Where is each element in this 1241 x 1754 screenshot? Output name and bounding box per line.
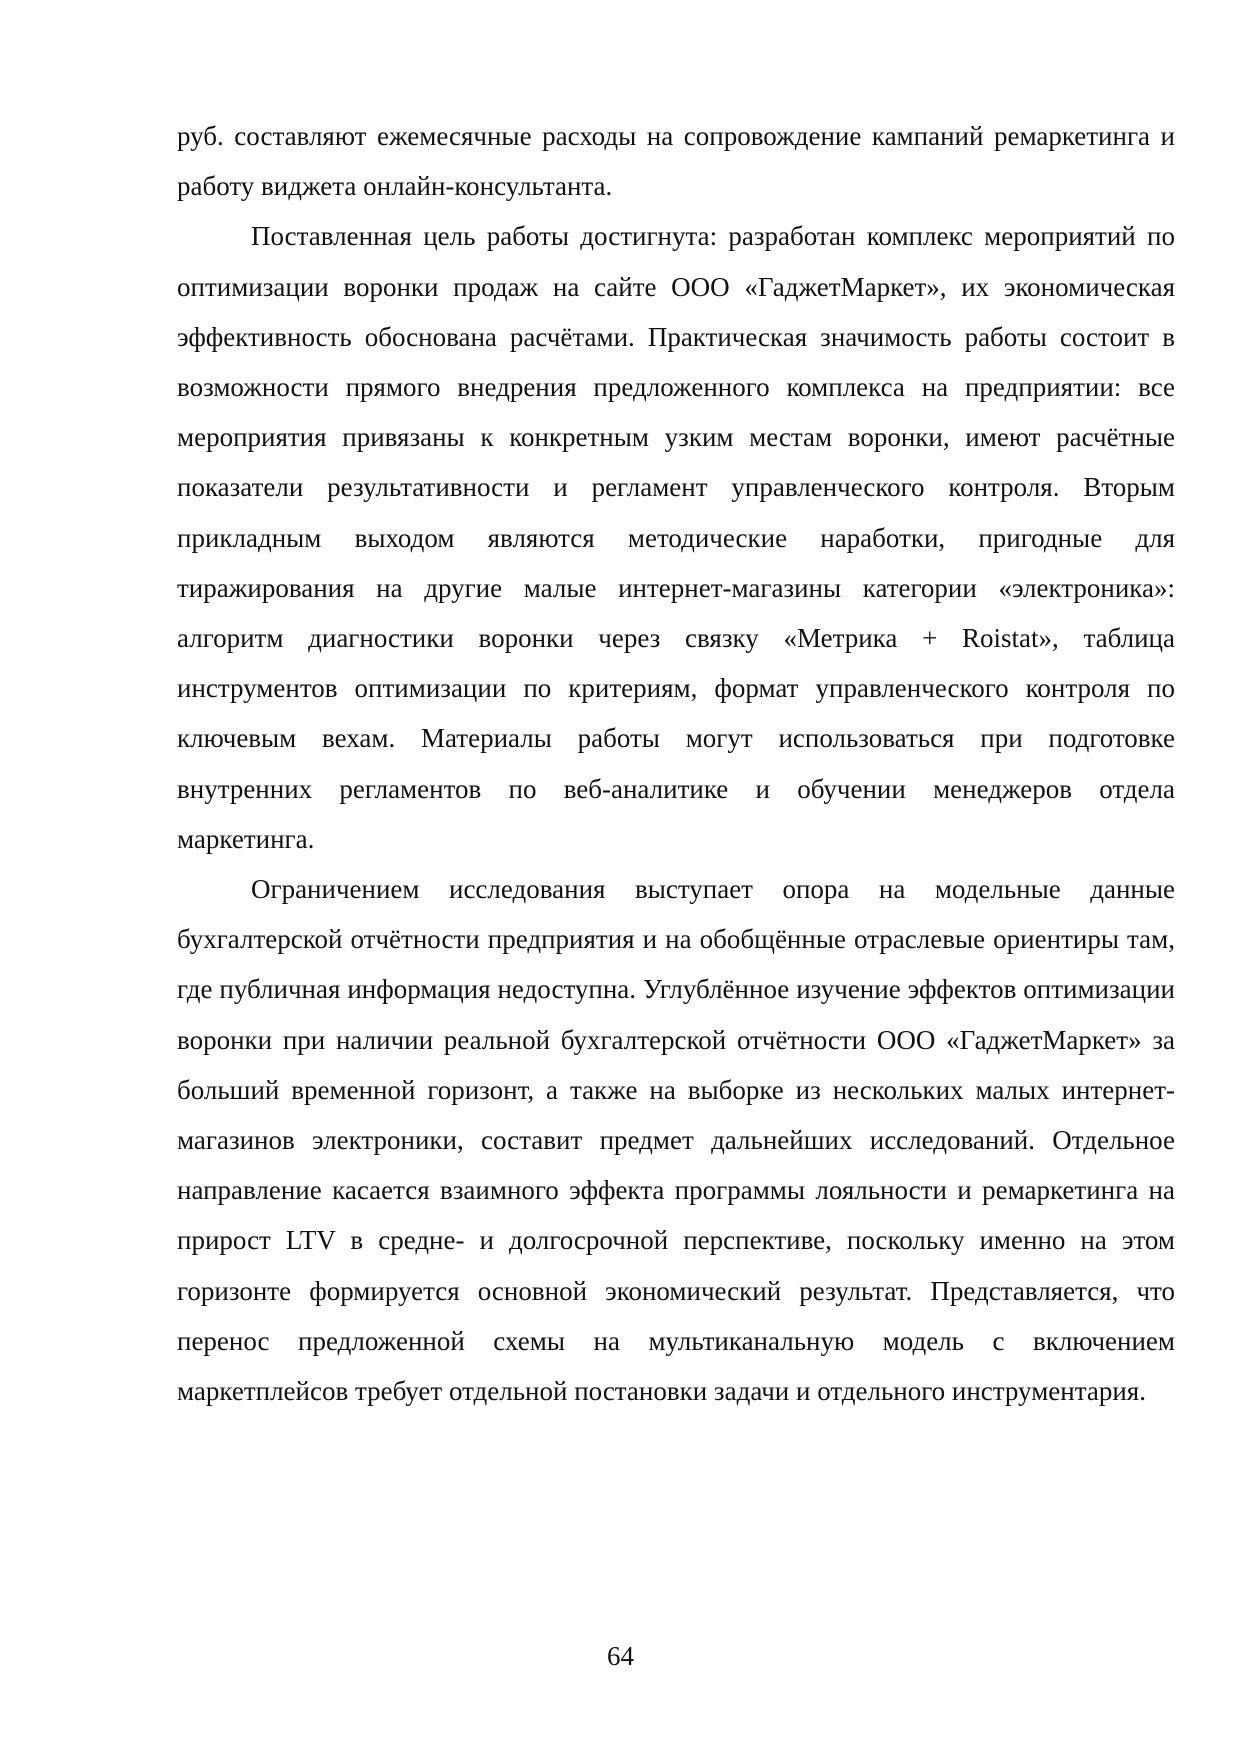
paragraph-limitations: Ограничением исследования выступает опора на модельные данные бухгалтерской отчётности предприятия и на обобщённые отраслевые ориентиры там, где публичная информация недоступна. Углублённое изучение эффектов оптимизации воронки при наличии реальной бухгалтерской отчётности ООО «ГаджетМаркет» за больший временной горизонт, а также на выборке из нескольких малых интернет-магазинов электроники, составит предмет дальнейших исследований. Отдельное направление касается взаимного эффекта программы лояльности и ремаркетинга на прирост LTV в средне- и долгосрочной перспективе, поскольку именно на этом горизонте формируется основной экономический результат. Представляется, что перенос предложенной схемы на мультиканальную модель с включением маркетплейсов требует отдельной постановки задачи и отдельного инструментария.	[177, 874, 1175, 1407]
page-number: 64	[607, 1641, 634, 1671]
body-text	[177, 111, 1175, 1416]
paragraph-goal-achieved: Поставленная цель работы достигнута: разработан комплекс мероприятий по оптимизации воронки продаж на сайте ООО «ГаджетМаркет», их экономическая эффективность обоснована расчётами. Практическая значимость работы состоит в возможности прямого внедрения предложенного комплекса на предприятии: все мероприятия привязаны к конкретным узким местам воронки, имеют расчётные показатели результативности и регламент управленческого контроля. Вторым прикладным выходом являются методические наработки, пригодные для тиражирования на другие малые интернет-магазины категории «электроника»: алгоритм диагностики воронки через связку «Метрика + Roistat», таблица инструментов оптимизации по критериям, формат управленческого контроля по ключевым вехам. Материалы работы могут использоваться при подготовке внутренних регламентов по веб-аналитике и обучении менеджеров отдела маркетинга.	[177, 221, 1175, 854]
paragraph-continuation: руб. составляют ежемесячные расходы на сопровождение кампаний ремаркетинга и работу виджета онлайн-консультанта.	[177, 121, 1175, 202]
